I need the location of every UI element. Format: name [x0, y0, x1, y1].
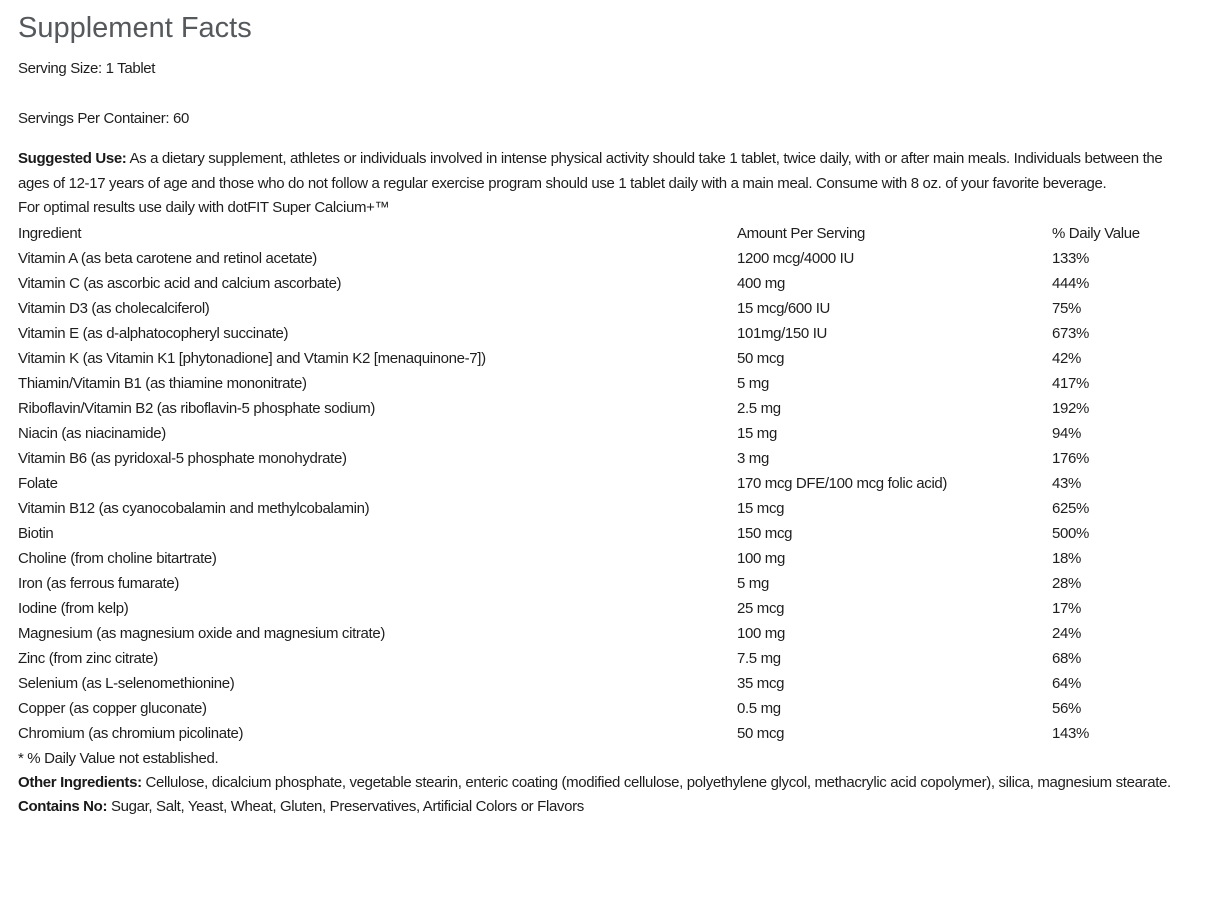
daily-value-cell: 500%: [1052, 524, 1089, 542]
contains-no-text: Sugar, Salt, Yeast, Wheat, Gluten, Preservatives, Artificial Colors or Flavors: [107, 798, 584, 816]
suggested-use: [18, 147, 1186, 196]
daily-value-cell: 56%: [1052, 699, 1081, 717]
daily-value-cell: 94%: [1052, 424, 1081, 442]
daily-value-cell: 43%: [1052, 474, 1081, 492]
amount-cell: 50 mcg: [737, 724, 785, 742]
amount-cell: 7.5 mg: [737, 649, 781, 667]
daily-value-cell: 68%: [1052, 649, 1081, 667]
amount-cell: 2.5 mg: [737, 399, 781, 417]
daily-value-cell: 18%: [1052, 549, 1081, 567]
ingredient-cell: Copper (as copper gluconate): [18, 699, 207, 717]
ingredient-cell: Chromium (as chromium picolinate): [18, 724, 244, 742]
daily-value-cell: 64%: [1052, 674, 1081, 692]
ingredient-cell: Zinc (from zinc citrate): [18, 649, 158, 667]
table-row: [18, 271, 1186, 296]
serving-size: Serving Size: 1 Tablet: [18, 60, 156, 78]
amount-cell: 0.5 mg: [737, 699, 781, 717]
daily-value-cell: 143%: [1052, 724, 1089, 742]
ingredient-cell: Vitamin E (as d-alphatocopheryl succinate): [18, 324, 289, 342]
amount-cell: 150 mcg: [737, 524, 793, 542]
ingredient-cell: Iodine (from kelp): [18, 599, 129, 617]
contains-no-label: Contains No:: [18, 798, 108, 816]
ingredient-cell: Folate: [18, 474, 58, 492]
table-row: [18, 546, 1186, 571]
table-row: [18, 721, 1186, 746]
optimal-results-note: For optimal results use daily with dotFIT Super Calcium+™: [18, 199, 390, 217]
ingredient-cell: Niacin (as niacinamide): [18, 424, 166, 442]
ingredient-cell: Vitamin D3 (as cholecalciferol): [18, 299, 210, 317]
daily-value-cell: 42%: [1052, 349, 1081, 367]
ingredient-cell: Selenium (as L-selenomethionine): [18, 674, 235, 692]
daily-value-cell: 75%: [1052, 299, 1081, 317]
table-row: [18, 646, 1186, 671]
ingredient-cell: Vitamin A (as beta carotene and retinol acetate): [18, 249, 317, 267]
daily-value-cell: 28%: [1052, 574, 1081, 592]
ingredient-cell: Vitamin K (as Vitamin K1 [phytonadione] and Vtamin K2 [menaquinone-7]): [18, 349, 486, 367]
contains-no: [18, 795, 1186, 820]
ingredient-cell: Iron (as ferrous fumarate): [18, 574, 179, 592]
ingredient-cell: Vitamin B6 (as pyridoxal-5 phosphate monohydrate): [18, 449, 347, 467]
other-ingredients: [18, 771, 1186, 796]
table-row: [18, 246, 1186, 271]
table-row: [18, 321, 1186, 346]
table-row: [18, 696, 1186, 721]
amount-cell: 100 mg: [737, 624, 785, 642]
amount-cell: 170 mcg DFE/100 mcg folic acid): [737, 474, 948, 492]
ingredient-cell: Choline (from choline bitartrate): [18, 549, 217, 567]
daily-value-cell: 133%: [1052, 249, 1089, 267]
daily-value-cell: 24%: [1052, 624, 1081, 642]
ingredient-cell: Thiamin/Vitamin B1 (as thiamine mononitrate): [18, 374, 307, 392]
table-row: [18, 571, 1186, 596]
amount-cell: 3 mg: [737, 449, 769, 467]
table-row: [18, 421, 1186, 446]
suggested-use-label: Suggested Use:: [18, 150, 127, 168]
amount-cell: 400 mg: [737, 274, 785, 292]
table-row: [18, 496, 1186, 521]
amount-cell: 5 mg: [737, 574, 769, 592]
ingredient-table: [18, 221, 1186, 771]
amount-cell: 15 mcg: [737, 499, 785, 517]
ingredient-cell: Riboflavin/Vitamin B2 (as riboflavin-5 phosphate sodium): [18, 399, 375, 417]
amount-cell: 15 mg: [737, 424, 777, 442]
table-row: [18, 396, 1186, 421]
table-row: [18, 596, 1186, 621]
daily-value-cell: 192%: [1052, 399, 1089, 417]
table-row: [18, 521, 1186, 546]
ingredient-cell: Vitamin C (as ascorbic acid and calcium ascorbate): [18, 274, 342, 292]
ingredient-cell: Magnesium (as magnesium oxide and magnesium citrate): [18, 624, 385, 642]
daily-value-cell: 17%: [1052, 599, 1081, 617]
daily-value-cell: 444%: [1052, 274, 1089, 292]
servings-per-container: Servings Per Container: 60: [18, 110, 189, 128]
page-title: Supplement Facts: [18, 12, 252, 44]
daily-value-cell: 417%: [1052, 374, 1089, 392]
table-row: [18, 621, 1186, 646]
daily-value-cell: 176%: [1052, 449, 1089, 467]
suggested-use-text: As a dietary supplement, athletes or individuals involved in intense physical activity should take 1 tablet, twice daily, with or after main meals. Individuals between the ages of 12-17 years of age and those who do not follow a regular exercise program should use 1 tablet daily with a main meal. Consume with 8 oz. of your favorite beverage.: [18, 150, 1163, 192]
table-row: [18, 296, 1186, 321]
ingredient-cell: Biotin: [18, 524, 54, 542]
table-row: [18, 446, 1186, 471]
amount-cell: 25 mcg: [737, 599, 785, 617]
ingredient-table-body: [18, 246, 1186, 746]
daily-value-footnote: * % Daily Value not established.: [18, 749, 219, 767]
daily-value-cell: 625%: [1052, 499, 1089, 517]
table-row: [18, 346, 1186, 371]
other-ingredients-label: Other Ingredients:: [18, 773, 142, 791]
table-row: [18, 471, 1186, 496]
amount-cell: 35 mcg: [737, 674, 785, 692]
amount-cell: 50 mcg: [737, 349, 785, 367]
table-row: [18, 371, 1186, 396]
ingredient-cell: Vitamin B12 (as cyanocobalamin and methylcobalamin): [18, 499, 370, 517]
amount-cell: 15 mcg/600 IU: [737, 299, 831, 317]
other-ingredients-text: Cellulose, dicalcium phosphate, vegetable stearin, enteric coating (modified cellulose, polyethylene glycol, methacrylic acid copolymer), silica, magnesium stearate.: [141, 773, 1171, 791]
header-ingredient: Ingredient: [18, 224, 82, 242]
amount-cell: 100 mg: [737, 549, 785, 567]
header-amount-per-serving: Amount Per Serving: [737, 224, 865, 242]
amount-cell: 101mg/150 IU: [737, 324, 828, 342]
daily-value-cell: 673%: [1052, 324, 1089, 342]
amount-cell: 5 mg: [737, 374, 769, 392]
table-row: [18, 671, 1186, 696]
amount-cell: 1200 mcg/4000 IU: [737, 249, 854, 267]
ingredient-table-header: [18, 221, 1186, 246]
header-daily-value: % Daily Value: [1052, 224, 1140, 242]
